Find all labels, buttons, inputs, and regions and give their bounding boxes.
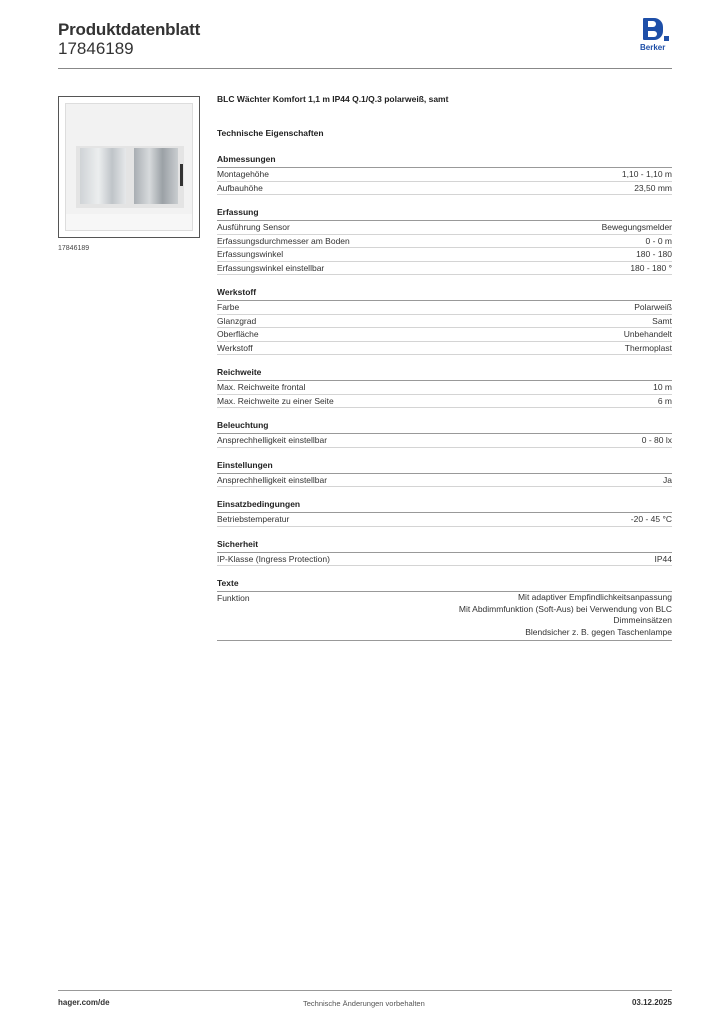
spec-value: Bewegungsmelder [601, 222, 672, 232]
spec-row [217, 513, 672, 527]
spec-row [217, 474, 672, 488]
footer-divider [58, 990, 672, 991]
spec-row [217, 381, 672, 395]
section-title: Werkstoff [217, 287, 672, 301]
spec-label: Funktion [217, 593, 250, 603]
spec-row [217, 301, 672, 315]
spec-label: Oberfläche [217, 329, 259, 339]
image-caption: 17846189 [58, 245, 90, 252]
spec-value-line: Dimmeinsätzen [613, 615, 672, 625]
spec-label: Werkstoff [217, 342, 253, 353]
spec-row [217, 592, 672, 641]
spec-section [217, 499, 672, 527]
section-title: Beleuchtung [217, 420, 672, 434]
spec-value: 180 - 180 ° [630, 262, 672, 273]
spec-label: Erfassungswinkel einstellbar [217, 262, 325, 273]
berker-logo [640, 16, 674, 54]
spec-label: Max. Reichweite zu einer Seite [217, 395, 334, 406]
spec-value: Unbehandelt [623, 329, 672, 339]
spec-row [217, 328, 672, 342]
spec-row [217, 434, 672, 448]
spec-label: Ansprechhelligkeit einstellbar [217, 474, 328, 485]
product-image [58, 96, 200, 238]
spec-section [217, 154, 672, 195]
spec-section [217, 367, 672, 408]
spec-label: Erfassungswinkel [217, 249, 284, 259]
spec-row [217, 182, 672, 196]
spec-label: Ansprechhelligkeit einstellbar [217, 435, 328, 445]
spec-value: 6 m [657, 395, 672, 406]
footer-website: hager.com/de [58, 998, 110, 1007]
spec-label: Betriebstemperatur [217, 514, 290, 524]
spec-value: 1,10 - 1,10 m [621, 169, 672, 179]
section-title: Abmessungen [217, 154, 672, 168]
spec-row [217, 168, 672, 182]
spec-row [217, 262, 672, 276]
footer-date: 03.12.2025 [631, 998, 672, 1007]
product-number: 17846189 [58, 39, 134, 58]
page-title: Produktdatenblatt [58, 20, 201, 39]
header-divider [58, 68, 672, 69]
spec-value: IP44 [654, 553, 672, 564]
motion-detector-picture [65, 103, 193, 231]
spec-row [217, 342, 672, 356]
footer-disclaimer: Technische Änderungen vorbehalten [303, 999, 425, 1008]
spec-label: Aufbauhöhe [217, 182, 263, 193]
logo-text: Berker [640, 43, 666, 52]
spec-value-line: Blendsicher z. B. gegen Taschenlampe [525, 626, 672, 637]
spec-value: Ja [663, 474, 672, 485]
section-title: Einstellungen [217, 460, 672, 474]
spec-label: Montagehöhe [217, 169, 269, 179]
spec-section [217, 539, 672, 567]
spec-label: Glanzgrad [217, 315, 257, 326]
spec-section [217, 578, 672, 641]
section-title: Einsatzbedingungen [217, 499, 672, 513]
spec-value: -20 - 45 °C [630, 514, 672, 524]
product-title: BLC Wächter Komfort 1,1 m IP44 Q.1/Q.3 polarweiß, samt [217, 94, 449, 104]
spec-value: Polarweiß [634, 302, 672, 312]
spec-row [217, 235, 672, 249]
spec-content [217, 94, 672, 641]
spec-value: Thermoplast [624, 342, 672, 353]
spec-row [217, 248, 672, 262]
spec-value: 0 - 0 m [645, 235, 672, 246]
spec-row [217, 221, 672, 235]
spec-section [217, 460, 672, 488]
spec-sections [217, 154, 672, 641]
spec-value: 10 m [653, 382, 672, 392]
section-title: Sicherheit [217, 539, 672, 553]
spec-label: Erfassungsdurchmesser am Boden [217, 235, 350, 246]
spec-value: 0 - 80 lx [641, 435, 672, 445]
spec-label: Farbe [217, 302, 240, 312]
section-title: Texte [217, 578, 672, 592]
section-title: Reichweite [217, 367, 672, 381]
spec-label: IP-Klasse (Ingress Protection) [217, 553, 330, 564]
spec-value-line: Mit Abdimmfunktion (Soft-Aus) bei Verwendung von BLC [458, 603, 672, 614]
spec-section [217, 420, 672, 448]
spec-value: 23,50 mm [634, 182, 672, 193]
spec-label: Ausführung Sensor [217, 222, 290, 232]
section-title: Erfassung [217, 207, 672, 221]
spec-section [217, 207, 672, 275]
spec-row [217, 553, 672, 567]
spec-label: Max. Reichweite frontal [217, 382, 306, 392]
spec-row [217, 395, 672, 409]
properties-heading: Technische Eigenschaften [217, 128, 324, 138]
spec-row [217, 315, 672, 329]
spec-value: 180 - 180 [636, 249, 672, 259]
spec-value [459, 592, 672, 638]
spec-value-line: Mit adaptiver Empfindlichkeitsanpassung [517, 592, 672, 602]
spec-section [217, 287, 672, 355]
spec-value: Samt [652, 315, 672, 326]
